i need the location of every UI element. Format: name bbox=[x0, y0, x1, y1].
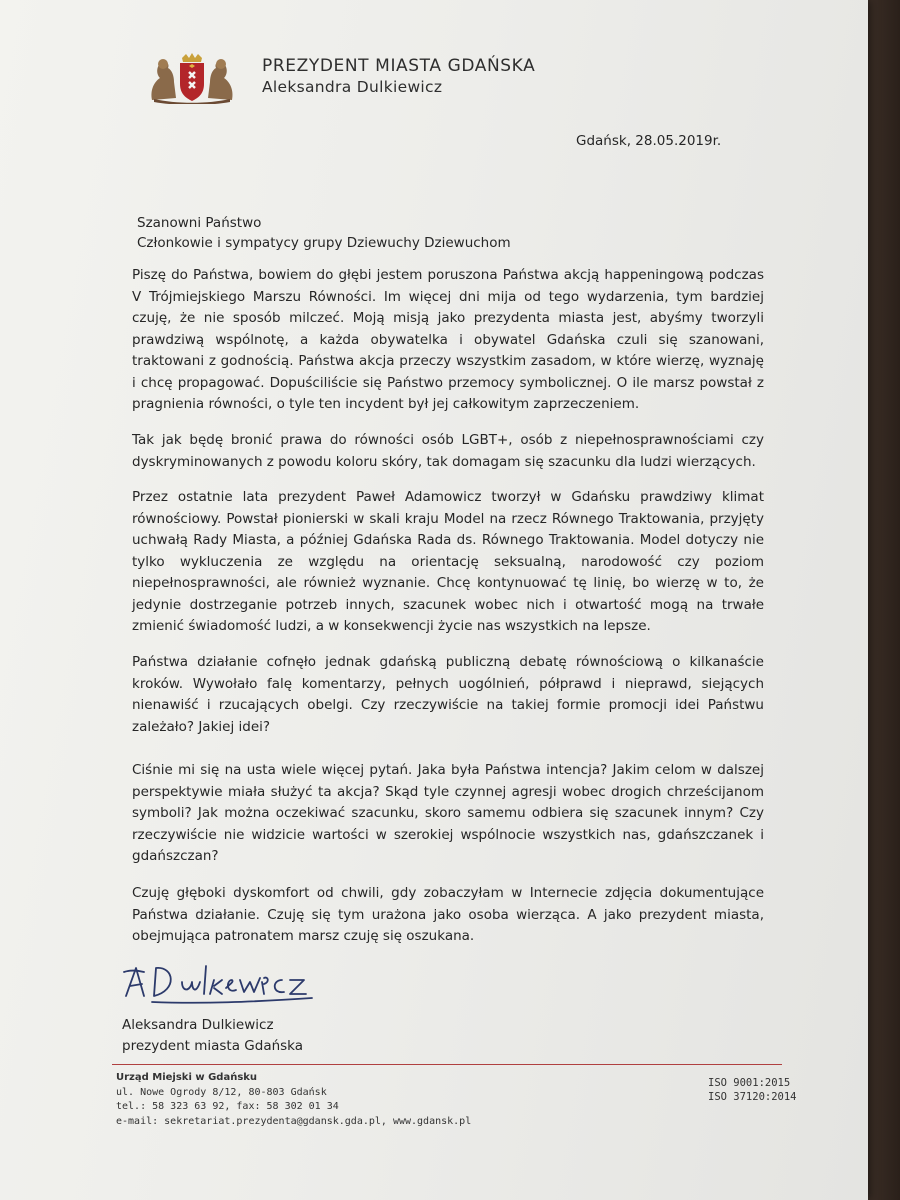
footer-email: e-mail: sekretariat.prezydenta@gdansk.gda.pl, www.gdansk.pl bbox=[116, 1115, 472, 1127]
signatory bbox=[122, 1015, 303, 1057]
gdansk-coat-of-arms-icon bbox=[146, 52, 238, 104]
salutation-line: Członkowie i sympatycy grupy Dziewuchy Dziewuchom bbox=[137, 235, 511, 251]
signatory-name: Aleksandra Dulkiewicz bbox=[122, 1017, 274, 1033]
salutation bbox=[137, 213, 511, 253]
handwritten-signature bbox=[122, 960, 332, 1008]
letter-paragraph: Przez ostatnie lata prezydent Paweł Adamowicz tworzył w Gdańsku prawdziwy klimat równościowy. Powstał pionierski w skali kraju Model na rzecz Równego Traktowania, przyjęty uchwałą Rady Miasta, a później Gdańska Rada ds. Równego Traktowania. Model dotyczy nie tylko wykluczenia ze względu na orientację seksualną, narodowość czy poziom niepełnosprawności, ale również wyznanie. Chcę kontynuować tę linię, bo wierzę w to, że jedynie dostrzeganie potrzeb innych, szacunek wobec nich i otwartość mogą na trwałe zmienić świadomość ludzi, a w konsekwencji życie nas wszystkich na lepsze. bbox=[132, 489, 764, 634]
footer-divider bbox=[112, 1064, 782, 1065]
signatory-role: prezydent miasta Gdańska bbox=[122, 1038, 304, 1054]
letter-paragraph: Piszę do Państwa, bowiem do głębi jestem poruszona Państwa akcją happeningową podczas V Trójmiejskiego Marszu Równości. Im więcej dni mija od tego wydarzenia, tym bardziej czuję, że nie sposób milczeć. Moją misją jako prezydenta miasta jest, abyśmy tworzyli prawdziwą wspólnotę, a każda obywatelka i obywatel Gdańska czuli się szanowani, traktowani z godnością. Państwa akcja przeczy wszystkim zasadom, w które wierzę, wyznaję i chcę propagować. Dopuściliście się Państwo przemocy symbolicznej. O ile marsz powstał z pragnienia równości, o tyle ten incydent był jej całkowitym zaprzeczeniem. bbox=[132, 267, 764, 412]
letter-paragraph: Ciśnie mi się na usta wiele więcej pytań. Jaka była Państwa intencja? Jakim celom w dalszej perspektywie miała służyć ta akcja? Skąd tyle czynnej agresji wobec drogich chrześcijanom symboli? Jak można oczekiwać szacunku, skoro samemu odbiera się szacunek innym? Czy rzeczywiście nie widzicie wartości w szerokiej wspólnocie wszystkich nas, gdańszczanek i gdańszczan? bbox=[132, 762, 764, 864]
footer-address: ul. Nowe Ogrody 8/12, 80-803 Gdańsk bbox=[116, 1086, 327, 1098]
letterhead-name: Aleksandra Dulkiewicz bbox=[262, 78, 443, 96]
footer-phone: tel.: 58 323 63 92, fax: 58 302 01 34 bbox=[116, 1101, 339, 1112]
footer-contact bbox=[116, 1071, 471, 1129]
footer-certifications bbox=[708, 1076, 797, 1104]
letter-paragraph: Czuję głęboki dyskomfort od chwili, gdy zobaczyłam w Internecie zdjęcia dokumentujące Państwa działanie. Czuję się tym urażona jako osoba wierząca. A jako prezydent miasta, obejmująca patronatem marsz czuję się oszukana. bbox=[132, 885, 764, 944]
footer-office: Urząd Miejski w Gdańsku bbox=[116, 1072, 258, 1083]
letter-paragraph: Państwa działanie cofnęło jednak gdańską publiczną debatę równościową o kilkanaście kroków. Wywołało falę komentarzy, pełnych uogólnień, półprawd i nieprawd, siejących nienawiść i rzucających obelgi. Czy rzeczywiście na takiej formie promocji idei Państwu zależało? Jakiej idei? bbox=[132, 654, 764, 735]
salutation-line: Szanowni Państwo bbox=[137, 215, 262, 231]
letter-date: Gdańsk, 28.05.2019r. bbox=[576, 133, 722, 149]
letter-paragraph: Tak jak będę bronić prawa do równości osób LGBT+, osób z niepełnosprawnościami czy dyskryminowanych z powodu koloru skóry, tak domagam się szacunku dla ludzi wierzących. bbox=[132, 432, 764, 470]
iso-certification: ISO 37120:2014 bbox=[708, 1091, 797, 1103]
letterhead-title: PREZYDENT MIASTA GDAŃSKA bbox=[262, 56, 536, 76]
iso-certification: ISO 9001:2015 bbox=[708, 1077, 791, 1089]
